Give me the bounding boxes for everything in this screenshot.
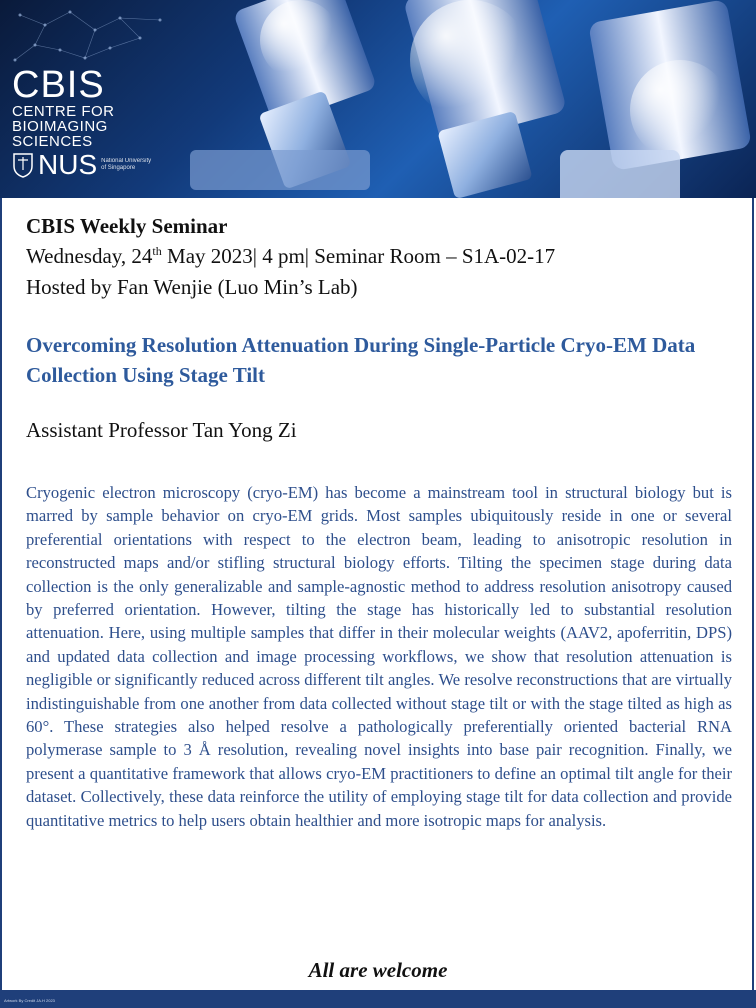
logo-cbis-text: CBIS [12, 64, 105, 106]
seminar-date-line: Wednesday, 24th May 2023| 4 pm| Seminar Room – S1A-02-17 [26, 244, 556, 268]
abstract-text: Cryogenic electron microscopy (cryo-EM) has become a mainstream tool in structural biology but is marred by sample behavior on cryo-EM grids. Most samples ubiquitously reside in one or several preferential orientations with respect to the electron beam, leading to anisotropic resolution in reconstructed maps and/or stifling structural biology efforts. Tilting the specimen stage during data collection is the only generalizable and sample-agnostic method to address resolution anisotropy caused by preferred orientation. However, tilting the stage has historically led to substantial resolution attenuation. Here, using multiple samples that differ in their molecular weights (AAV2, apoferritin, DPS) and updated data collection and image processing workflows, we show that resolution attenuation is negligible or significantly reduced across different tilt angles. We resolve reconstructions that are virtually indistinguishable from one another from data collected without stage tilt or with the stage tilted as high as 60°. These strategies also helped resolve a pathologically preferentially oriented bacterial RNA polymerase sample to 3 Å resolution, revealing novel insights into base pair recognition. Finally, we present a quantitative framework that allows cryo-EM practitioners to define an optimal tilt angle for their dataset. Collectively, these data reinforce the utility of employing stage tilt for data collection and provide quantitative metrics to help users obtain healthier and more isotropic maps for analysis. [26, 483, 732, 830]
header-banner [0, 0, 756, 198]
welcome-text: All are welcome [308, 958, 448, 982]
nus-crest-icon [12, 152, 34, 178]
nus-logo [12, 151, 151, 179]
cbis-logo [12, 66, 151, 179]
logo-line-2: BIOIMAGING [12, 118, 108, 135]
talk-title: Overcoming Resolution Attenuation During Single-Particle Cryo-EM Data Collection Using Stage Tilt [26, 333, 696, 387]
logo-nus-text: NUS [38, 149, 98, 180]
seminar-series-title: CBIS Weekly Seminar [26, 214, 228, 238]
logo-nus-small: National University of Singapore [101, 158, 152, 171]
speaker-name: Assistant Professor Tan Yong Zi [26, 418, 297, 442]
host-line: Hosted by Fan Wenjie (Luo Min’s Lab) [26, 275, 358, 299]
logo-line-3: SCIENCES [12, 133, 93, 150]
logo-line-1: CENTRE FOR [12, 103, 115, 120]
footer-credit: Artwork By Credit JA.H 2023 [4, 998, 55, 1003]
footer-bar [0, 990, 756, 1008]
